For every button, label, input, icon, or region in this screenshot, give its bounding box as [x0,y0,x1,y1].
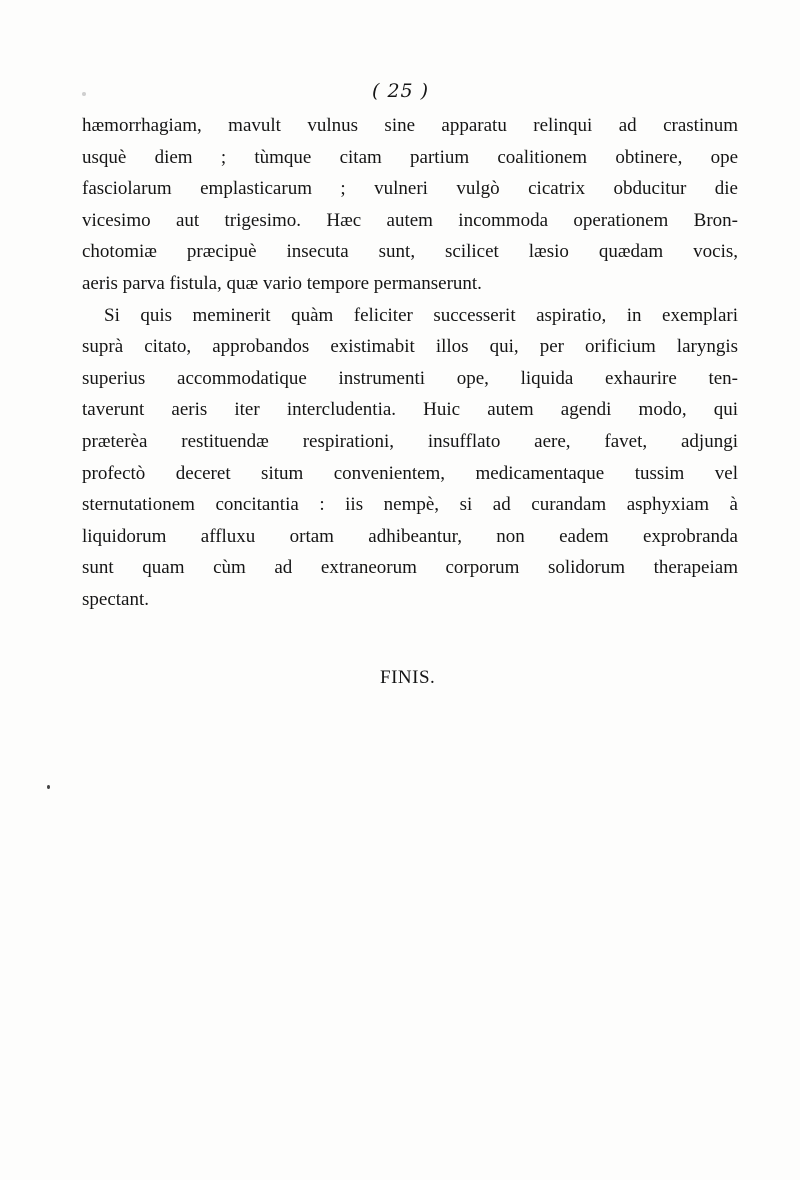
text-line: chotomiæ præcipuè insecuta sunt, scilicet læsio quædam vocis, [82,241,738,263]
text-line: hæmorrhagiam, mavult vulnus sine apparatu relinqui ad crastinum [82,115,738,136]
text-line: usquè diem ; tùmque citam partium coalitionem obtinere, ope [82,146,738,168]
text-line: aeris parva fistula, quæ vario tempore permanserunt. [82,272,482,294]
ink-speck [47,785,50,789]
text-line: taverunt aeris iter intercludentia. Huic autem agendi modo, qui [82,399,738,421]
text-line: præterèa restituendæ respirationi, insufflato aere, favet, adjungi [82,430,738,452]
text-line: sunt quam cùm ad extraneorum corporum solidorum therapeiam [82,557,738,579]
text-line: sternutationem concitantia : iis nempè, si ad curandam asphyxiam à [82,494,738,516]
page-number: ( 25 ) [372,80,430,102]
finis-heading: FINIS. [380,667,436,688]
text-line: spectant. [82,588,150,610]
ink-speck [82,92,86,96]
text-line: vicesimo aut trigesimo. Hæc autem incommoda operationem Bron- [82,209,738,231]
text-line: fasciolarum emplasticarum ; vulneri vulgò cicatrix obducitur die [82,178,738,200]
text-line: liquidorum affluxu ortam adhibeantur, non eadem exprobranda [82,525,738,547]
text-line: profectò deceret situm convenientem, medicamentaque tussim vel [82,462,738,484]
text-line: suprà citato, approbandos existimabit illos qui, per orificium laryngis [82,336,738,358]
body-text [82,110,738,616]
text-line: superius accommodatique instrumenti ope, liquida exhaurire ten- [82,367,738,389]
text-line: Si quis meminerit quàm feliciter successerit aspiratio, in exemplari [104,304,738,326]
